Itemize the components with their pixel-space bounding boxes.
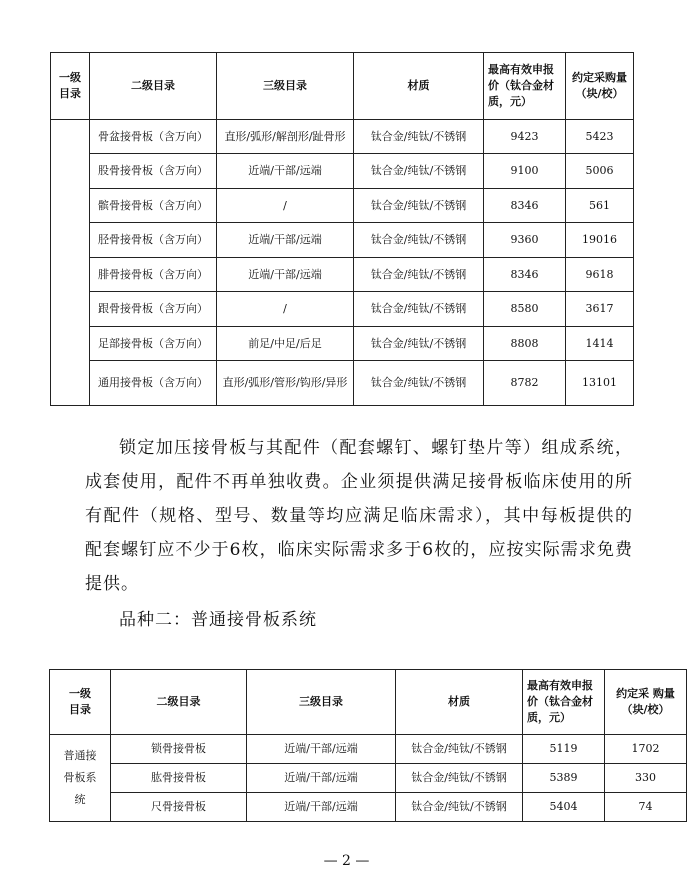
level3-cell: 直形/弧形/解剖形/趾骨形 xyxy=(217,120,354,154)
header-quantity: 约定采 购量 （块/校） xyxy=(605,670,687,735)
level2-cell: 足部接骨板（含万向） xyxy=(90,327,217,361)
quantity-cell: 1702 xyxy=(605,735,687,764)
variety-two-heading: 品种二：普通接骨板系统 xyxy=(119,610,317,630)
price-cell: 8346 xyxy=(484,189,566,223)
level1-category-cell xyxy=(51,120,90,406)
quantity-cell: 1414 xyxy=(566,327,634,361)
table-row xyxy=(51,189,634,223)
material-cell: 钛合金/纯钛/不锈钢 xyxy=(354,292,484,327)
level2-cell: 通用接骨板（含万向） xyxy=(90,361,217,406)
price-cell: 8808 xyxy=(484,327,566,361)
level2-cell: 胫骨接骨板（含万向） xyxy=(90,223,217,258)
level2-cell: 锁骨接骨板 xyxy=(111,735,247,764)
quantity-cell: 561 xyxy=(566,189,634,223)
header-level2: 二级目录 xyxy=(90,53,217,120)
table-row xyxy=(50,793,687,822)
material-cell: 钛合金/纯钛/不锈钢 xyxy=(396,735,523,764)
price-cell: 5119 xyxy=(523,735,605,764)
table-header-row xyxy=(51,53,634,120)
header-level1: 一级 目录 xyxy=(51,53,90,120)
level2-cell: 骨盆接骨板（含万向） xyxy=(90,120,217,154)
quantity-cell: 5006 xyxy=(566,154,634,189)
level2-cell: 跟骨接骨板（含万向） xyxy=(90,292,217,327)
quantity-cell: 19016 xyxy=(566,223,634,258)
material-cell: 钛合金/纯钛/不锈钢 xyxy=(354,258,484,292)
table-row xyxy=(51,327,634,361)
price-cell: 5389 xyxy=(523,764,605,793)
table-row xyxy=(51,120,634,154)
level3-cell: 前足/中足/后足 xyxy=(217,327,354,361)
material-cell: 钛合金/纯钛/不锈钢 xyxy=(354,120,484,154)
table-row xyxy=(51,223,634,258)
bone-plate-table-1 xyxy=(50,52,634,406)
header-level1: 一级 目录 xyxy=(50,670,111,735)
level2-cell: 髌骨接骨板（含万向） xyxy=(90,189,217,223)
material-cell: 钛合金/纯钛/不锈钢 xyxy=(354,327,484,361)
bone-plate-table-2 xyxy=(49,669,687,822)
level3-cell: 直形/弧形/管形/钩形/异形 xyxy=(217,361,354,406)
price-cell: 9423 xyxy=(484,120,566,154)
system-description-paragraph: 锁定加压接骨板与其配件（配套螺钉、螺钉垫片等）组成系统，成套使用，配件不再单独收费。企业须提供满足接骨板临床使用的所有配件（规格、型号、数量等均应满足临床需求），其中每板提供的配套螺钉应不少于6枚，临床实际需求多于6枚的，应按实际需求免费提供。 xyxy=(85,438,633,594)
material-cell: 钛合金/纯钛/不锈钢 xyxy=(354,223,484,258)
price-cell: 8782 xyxy=(484,361,566,406)
level3-cell: 近端/干部/远端 xyxy=(217,223,354,258)
table-row xyxy=(51,361,634,406)
header-price: 最高有效申报 价（钛合金材 质，元） xyxy=(523,670,605,735)
level2-cell: 腓骨接骨板（含万向） xyxy=(90,258,217,292)
table-row xyxy=(51,258,634,292)
header-price: 最高有效申报 价（钛合金材 质，元） xyxy=(484,53,566,120)
material-cell: 钛合金/纯钛/不锈钢 xyxy=(396,764,523,793)
header-material: 材质 xyxy=(396,670,523,735)
quantity-cell: 74 xyxy=(605,793,687,822)
level1-category-cell: 普通接 骨板系 统 xyxy=(50,735,111,822)
price-cell: 9360 xyxy=(484,223,566,258)
page-number: — 2 — xyxy=(323,853,370,869)
level3-cell: / xyxy=(217,189,354,223)
quantity-cell: 5423 xyxy=(566,120,634,154)
header-level3: 三级目录 xyxy=(247,670,396,735)
table-row xyxy=(51,154,634,189)
level3-cell: 近端/干部/远端 xyxy=(247,764,396,793)
price-cell: 9100 xyxy=(484,154,566,189)
material-cell: 钛合金/纯钛/不锈钢 xyxy=(354,361,484,406)
quantity-cell: 13101 xyxy=(566,361,634,406)
level3-cell: 近端/干部/远端 xyxy=(247,793,396,822)
header-level3: 三级目录 xyxy=(217,53,354,120)
level2-cell: 肱骨接骨板 xyxy=(111,764,247,793)
price-cell: 8580 xyxy=(484,292,566,327)
level3-cell: / xyxy=(217,292,354,327)
quantity-cell: 3617 xyxy=(566,292,634,327)
price-cell: 5404 xyxy=(523,793,605,822)
header-level2: 二级目录 xyxy=(111,670,247,735)
level3-cell: 近端/干部/远端 xyxy=(217,258,354,292)
level3-cell: 近端/干部/远端 xyxy=(217,154,354,189)
header-material: 材质 xyxy=(354,53,484,120)
table-header-row xyxy=(50,670,687,735)
level3-cell: 近端/干部/远端 xyxy=(247,735,396,764)
material-cell: 钛合金/纯钛/不锈钢 xyxy=(396,793,523,822)
quantity-cell: 330 xyxy=(605,764,687,793)
table-row xyxy=(50,764,687,793)
level2-cell: 尺骨接骨板 xyxy=(111,793,247,822)
header-quantity: 约定采购量 （块/校） xyxy=(566,53,634,120)
quantity-cell: 9618 xyxy=(566,258,634,292)
price-cell: 8346 xyxy=(484,258,566,292)
material-cell: 钛合金/纯钛/不锈钢 xyxy=(354,154,484,189)
material-cell: 钛合金/纯钛/不锈钢 xyxy=(354,189,484,223)
level2-cell: 股骨接骨板（含万向） xyxy=(90,154,217,189)
table-row xyxy=(51,292,634,327)
table-row xyxy=(50,735,687,764)
